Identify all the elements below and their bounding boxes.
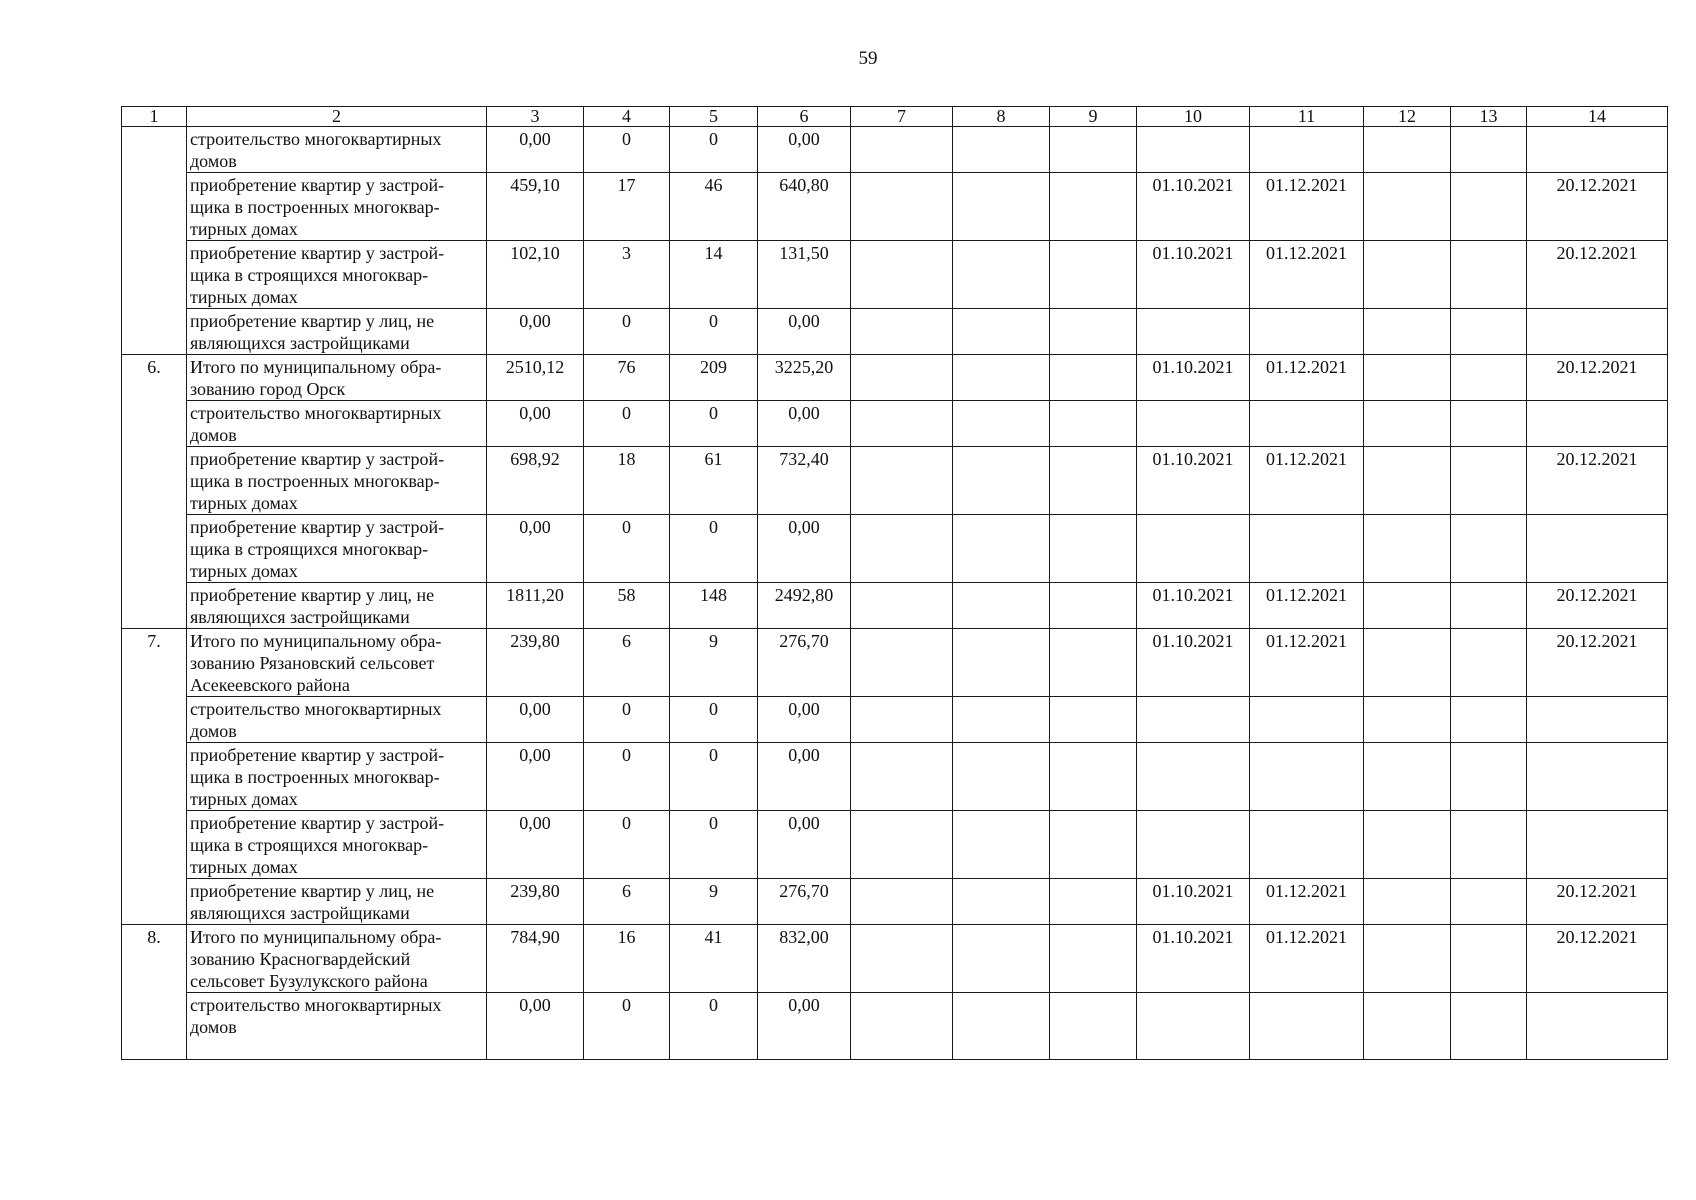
table-cell (1527, 811, 1668, 879)
table-row (122, 447, 1668, 515)
table-cell (1364, 811, 1451, 879)
table-cell: 01.10.2021 (1137, 447, 1250, 515)
table-cell: 239,80 (487, 629, 584, 697)
table-row (122, 583, 1668, 629)
table-cell: 01.10.2021 (1137, 925, 1250, 993)
table-cell: 0,00 (758, 515, 851, 583)
table-cell (1250, 697, 1364, 743)
table-cell (1137, 811, 1250, 879)
table-cell: 6 (584, 629, 670, 697)
table-row (122, 355, 1668, 401)
table-cell: 0,00 (487, 401, 584, 447)
table-cell (851, 993, 953, 1060)
table-cell (1451, 697, 1527, 743)
table-cell (1250, 401, 1364, 447)
row-index (122, 583, 187, 629)
row-description: Итого по муниципальному обра-зованию Рязановский сельсовет Асекеевского района (187, 629, 487, 697)
row-description: строительство многоквартирных домов (187, 401, 487, 447)
table-cell: 131,50 (758, 241, 851, 309)
table-cell (953, 583, 1050, 629)
table-cell: 0 (584, 697, 670, 743)
row-index (122, 993, 187, 1060)
table-cell: 16 (584, 925, 670, 993)
table-cell: 2510,12 (487, 355, 584, 401)
table-cell: 9 (670, 629, 758, 697)
table-cell (1451, 355, 1527, 401)
table-cell: 0 (584, 309, 670, 355)
table-cell: 76 (584, 355, 670, 401)
row-index (122, 241, 187, 309)
table-cell: 0 (584, 401, 670, 447)
column-header: 1 (122, 107, 187, 127)
table-cell (1137, 401, 1250, 447)
table-row (122, 173, 1668, 241)
header-row (122, 107, 1668, 127)
table-cell: 01.10.2021 (1137, 173, 1250, 241)
table-cell: 18 (584, 447, 670, 515)
table-cell (1050, 583, 1137, 629)
table-cell (1364, 925, 1451, 993)
table-cell: 17 (584, 173, 670, 241)
table-cell: 0 (584, 515, 670, 583)
table-cell (953, 629, 1050, 697)
table-cell (953, 515, 1050, 583)
table-row (122, 993, 1668, 1060)
table-cell: 2492,80 (758, 583, 851, 629)
table-cell (953, 811, 1050, 879)
table-row (122, 515, 1668, 583)
table-cell (1050, 515, 1137, 583)
table-cell (953, 879, 1050, 925)
table-cell (1250, 127, 1364, 173)
table-cell: 0,00 (487, 309, 584, 355)
table-cell (1050, 993, 1137, 1060)
row-index: 8. (122, 925, 187, 993)
table-cell (851, 925, 953, 993)
table-cell (953, 355, 1050, 401)
table-cell (953, 173, 1050, 241)
table-cell: 0,00 (758, 993, 851, 1060)
table-cell: 698,92 (487, 447, 584, 515)
table-cell (851, 629, 953, 697)
table-cell: 0 (670, 401, 758, 447)
data-table (121, 106, 1668, 1060)
table-cell: 0 (670, 743, 758, 811)
table-cell (1250, 515, 1364, 583)
table-cell (1451, 401, 1527, 447)
table-cell (1137, 743, 1250, 811)
table-cell (1137, 309, 1250, 355)
table-cell (1451, 173, 1527, 241)
table-cell (953, 925, 1050, 993)
table-cell (1364, 629, 1451, 697)
table-cell (851, 127, 953, 173)
table-cell: 46 (670, 173, 758, 241)
table-cell (1050, 697, 1137, 743)
table-cell: 3 (584, 241, 670, 309)
table-cell: 20.12.2021 (1527, 879, 1668, 925)
table-cell (1050, 401, 1137, 447)
table-cell (953, 127, 1050, 173)
table-cell: 01.12.2021 (1250, 583, 1364, 629)
table-row (122, 309, 1668, 355)
column-header: 4 (584, 107, 670, 127)
table-cell: 0 (670, 515, 758, 583)
table-cell (1364, 173, 1451, 241)
table-cell (1451, 447, 1527, 515)
row-description: строительство многоквартирных домов (187, 993, 487, 1060)
table-cell: 20.12.2021 (1527, 925, 1668, 993)
column-header: 3 (487, 107, 584, 127)
row-description: Итого по муниципальному обра-зованию Красногвардейский сельсовет Бузулукского района (187, 925, 487, 993)
table-cell: 01.10.2021 (1137, 241, 1250, 309)
table-cell (851, 447, 953, 515)
table-cell: 0 (670, 309, 758, 355)
table-cell (1364, 401, 1451, 447)
table-row (122, 879, 1668, 925)
table-cell (1137, 993, 1250, 1060)
table-cell (1050, 241, 1137, 309)
table-cell: 0,00 (758, 811, 851, 879)
table-cell: 41 (670, 925, 758, 993)
table-cell (1527, 993, 1668, 1060)
table-cell: 20.12.2021 (1527, 173, 1668, 241)
column-header: 2 (187, 107, 487, 127)
row-description: приобретение квартир у застрой-щика в строящихся многоквар-тирных домах (187, 515, 487, 583)
table-cell (851, 583, 953, 629)
table-row (122, 925, 1668, 993)
table-cell (1137, 697, 1250, 743)
table-cell (1364, 583, 1451, 629)
row-description: приобретение квартир у застрой-щика в строящихся многоквар-тирных домах (187, 241, 487, 309)
table-cell: 01.12.2021 (1250, 447, 1364, 515)
table-row (122, 811, 1668, 879)
table-cell (953, 241, 1050, 309)
table-cell (1250, 309, 1364, 355)
table-cell: 0 (584, 743, 670, 811)
table-cell: 732,40 (758, 447, 851, 515)
table-cell: 01.10.2021 (1137, 355, 1250, 401)
table-cell: 0 (670, 127, 758, 173)
table-cell: 0 (670, 993, 758, 1060)
row-index (122, 697, 187, 743)
table-cell: 9 (670, 879, 758, 925)
table-header (122, 107, 1668, 127)
table-cell: 0 (670, 811, 758, 879)
table-cell (1364, 241, 1451, 309)
table-cell: 01.12.2021 (1250, 879, 1364, 925)
table-cell: 01.10.2021 (1137, 879, 1250, 925)
table-row (122, 697, 1668, 743)
table-cell (953, 743, 1050, 811)
table-cell: 0,00 (758, 697, 851, 743)
row-index (122, 401, 187, 447)
column-header: 7 (851, 107, 953, 127)
table-cell (1364, 447, 1451, 515)
table-cell: 20.12.2021 (1527, 355, 1668, 401)
table-cell: 0,00 (487, 515, 584, 583)
table-cell: 0,00 (758, 309, 851, 355)
table-cell: 102,10 (487, 241, 584, 309)
table-cell: 6 (584, 879, 670, 925)
table-cell (1050, 309, 1137, 355)
table-cell: 640,80 (758, 173, 851, 241)
table-cell (1364, 309, 1451, 355)
table-cell (851, 743, 953, 811)
table-cell (851, 401, 953, 447)
table-cell: 01.12.2021 (1250, 241, 1364, 309)
table-cell: 239,80 (487, 879, 584, 925)
table-cell: 0 (584, 127, 670, 173)
row-index (122, 515, 187, 583)
column-header: 8 (953, 107, 1050, 127)
table-cell: 0,00 (758, 127, 851, 173)
table-cell (1451, 879, 1527, 925)
table-cell: 0 (584, 993, 670, 1060)
table-cell (851, 879, 953, 925)
table-cell: 832,00 (758, 925, 851, 993)
row-description: приобретение квартир у лиц, не являющихся застройщиками (187, 879, 487, 925)
table-cell: 58 (584, 583, 670, 629)
table-cell (1451, 811, 1527, 879)
table-cell: 01.10.2021 (1137, 629, 1250, 697)
table-cell: 20.12.2021 (1527, 447, 1668, 515)
table-cell: 61 (670, 447, 758, 515)
table-cell: 148 (670, 583, 758, 629)
table-cell (1364, 355, 1451, 401)
table-cell (1527, 127, 1668, 173)
row-description: строительство многоквартирных домов (187, 697, 487, 743)
table-cell (1050, 447, 1137, 515)
table-cell: 01.12.2021 (1250, 173, 1364, 241)
table-cell (851, 309, 953, 355)
table-cell (1364, 515, 1451, 583)
column-header: 13 (1451, 107, 1527, 127)
column-header: 9 (1050, 107, 1137, 127)
table-row (122, 401, 1668, 447)
row-description: приобретение квартир у застрой-щика в построенных многоквар-тирных домах (187, 743, 487, 811)
table-row (122, 629, 1668, 697)
table-cell (1250, 743, 1364, 811)
table-cell (851, 173, 953, 241)
table-cell (1527, 743, 1668, 811)
table-cell (1364, 879, 1451, 925)
table-cell: 01.10.2021 (1137, 583, 1250, 629)
row-description: Итого по муниципальному обра-зованию город Орск (187, 355, 487, 401)
table-cell: 1811,20 (487, 583, 584, 629)
table-cell (1137, 127, 1250, 173)
table-cell (1451, 515, 1527, 583)
table-cell (1527, 697, 1668, 743)
table-cell (851, 811, 953, 879)
table-cell: 0,00 (758, 401, 851, 447)
table-cell: 3225,20 (758, 355, 851, 401)
table-cell: 01.12.2021 (1250, 629, 1364, 697)
table-cell (1137, 515, 1250, 583)
table-cell: 01.12.2021 (1250, 355, 1364, 401)
table-cell (1050, 173, 1137, 241)
table-cell: 276,70 (758, 629, 851, 697)
column-header: 6 (758, 107, 851, 127)
table-cell (953, 993, 1050, 1060)
table-cell: 20.12.2021 (1527, 583, 1668, 629)
table-cell (851, 241, 953, 309)
table-cell (1050, 629, 1137, 697)
table-cell (1050, 879, 1137, 925)
row-index (122, 127, 187, 173)
table-cell: 784,90 (487, 925, 584, 993)
table-cell (1451, 241, 1527, 309)
table-cell: 20.12.2021 (1527, 629, 1668, 697)
column-header: 11 (1250, 107, 1364, 127)
table-cell: 0,00 (487, 993, 584, 1060)
row-description: строительство многоквартирных домов (187, 127, 487, 173)
table-cell: 20.12.2021 (1527, 241, 1668, 309)
table-row (122, 127, 1668, 173)
table-cell (1451, 993, 1527, 1060)
table-cell: 0,00 (758, 743, 851, 811)
table-row (122, 743, 1668, 811)
row-index (122, 879, 187, 925)
row-index (122, 447, 187, 515)
table-cell: 276,70 (758, 879, 851, 925)
table-cell (1050, 811, 1137, 879)
table-cell: 0 (670, 697, 758, 743)
column-header: 10 (1137, 107, 1250, 127)
table-cell (1364, 127, 1451, 173)
row-index (122, 743, 187, 811)
table-cell: 0,00 (487, 811, 584, 879)
page-number: 59 (858, 48, 878, 69)
table-body (122, 127, 1668, 1060)
row-description: приобретение квартир у лиц, не являющихся застройщиками (187, 309, 487, 355)
table-cell (1050, 925, 1137, 993)
table-row (122, 241, 1668, 309)
table-cell (953, 447, 1050, 515)
table-cell (1451, 127, 1527, 173)
table-cell (1050, 743, 1137, 811)
row-description: приобретение квартир у застрой-щика в построенных многоквар-тирных домах (187, 447, 487, 515)
table-cell (1250, 811, 1364, 879)
column-header: 12 (1364, 107, 1451, 127)
table-cell (953, 401, 1050, 447)
table-cell (1451, 743, 1527, 811)
table-cell (1250, 993, 1364, 1060)
table-cell: 0 (584, 811, 670, 879)
table-cell: 0,00 (487, 697, 584, 743)
table-cell (1451, 629, 1527, 697)
table-cell (953, 309, 1050, 355)
table-cell: 14 (670, 241, 758, 309)
table-cell (851, 515, 953, 583)
table-cell (1451, 309, 1527, 355)
table-cell (1451, 925, 1527, 993)
row-description: приобретение квартир у застрой-щика в построенных многоквар-тирных домах (187, 173, 487, 241)
row-index: 6. (122, 355, 187, 401)
row-index: 7. (122, 629, 187, 697)
table-cell: 0,00 (487, 743, 584, 811)
table-cell: 459,10 (487, 173, 584, 241)
row-index (122, 173, 187, 241)
table-cell (851, 355, 953, 401)
row-description: приобретение квартир у застрой-щика в строящихся многоквар-тирных домах (187, 811, 487, 879)
column-header: 14 (1527, 107, 1668, 127)
table-cell (1050, 355, 1137, 401)
column-header: 5 (670, 107, 758, 127)
row-index (122, 309, 187, 355)
table-cell (1527, 401, 1668, 447)
table-cell (1527, 515, 1668, 583)
table-cell: 0,00 (487, 127, 584, 173)
table-cell: 209 (670, 355, 758, 401)
table-cell (953, 697, 1050, 743)
table-cell (1451, 583, 1527, 629)
table-cell (1527, 309, 1668, 355)
table-cell (1364, 697, 1451, 743)
row-description: приобретение квартир у лиц, не являющихся застройщиками (187, 583, 487, 629)
row-index (122, 811, 187, 879)
table-cell (851, 697, 953, 743)
table-cell (1364, 743, 1451, 811)
table-cell: 01.12.2021 (1250, 925, 1364, 993)
table-cell (1050, 127, 1137, 173)
table-cell (1364, 993, 1451, 1060)
